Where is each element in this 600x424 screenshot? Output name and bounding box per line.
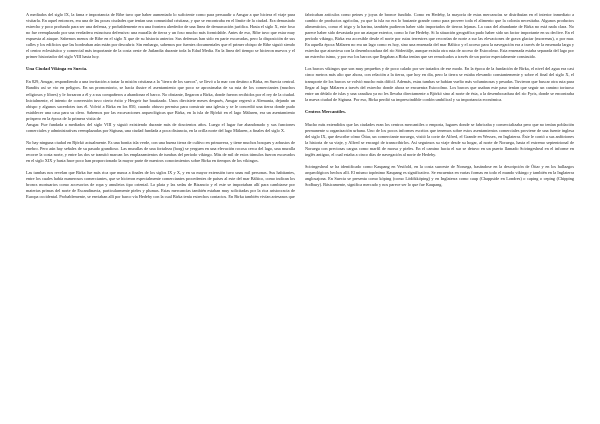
right-column xyxy=(305,12,574,418)
section-heading: Una Ciudad Vikinga en Suecia. xyxy=(26,66,88,72)
paragraph: Ansgar. Fue fundada a mediados del siglo VIII y siguió existiendo durante más de doscientos años. Luego el lugar fue abandonado y sus funciones comerciales y administrativas reemplazadas por Sigtuna, una ciudad fundada a poca distancia, en la orilla norte del lago Mälaren, a finales del siglo X. xyxy=(26,121,295,133)
paragraph: A mediados del siglo IX, la fama e importancia de Ribe tuvo que haber aumentado lo suficiente como para persuadir a Ansgar a que hiciera el viaje para visitarla. En aquel entonces, era una de las pocas ciudades que tenían una comunidad cristiana, y que se encontraba en el límite de la ciudad. Era demasiado estrecho y poco profundo para ser una defensa, y probablemente era una frontera alrededor de una línea de demarcación jurídica. Hasta el siglo X, este foso no fue reemplazado por una verdadera estructura defensiva: una muralla de tierra y un foso mucho más formidable. Antes de eso, Ribe tuvo que estar muy expuesta al ataque. Sabemos menos de Ribe en el siglo X que de su historia anterior. Sus defensas han sido en parte excavadas, pero la disposición de sus calles y los edificios que las bordeaban aún están por descubrir. Sin embargo, sabemos por fuentes documentales que el primer obispo de Ribe siguió siendo el centro eclesiástico y comercial más importante de la costa oeste de Jutlandia durante toda la Edad Media. En la línea del tiempo se hicieron nuevos y el primer historiador del siglo VIII hasta hoy. xyxy=(26,12,295,60)
paragraph: En 829, Ansgar, respondiendo a una invitación a tratar la misión cristiana a la "tierra de los suecos", se llevó a la mar con destino a Birka, en Suecia central. Bandits así se vio en peligros. En un promontorio, se hacía ilustre el asentamiento que poco se aproximaba de su ruta de los comerciantes (muchos religiosos y libres) y le forzaron a él y a sus compañeros a abandonar el barco. No obstante, llegaron a Birka, donde fueron recibidos por el rey de la ciudad. Inicialmente, el intento de conversión tuvo cierto éxito y Hergeir fue bautizado. Unos diecisiete meses después, Ansgar regresó a Alemania, dejando un obispo y algunos sacerdotes tras él. Volvió a Birka en los 850, cuando obtuvo permiso para construir una iglesia y se le concedió una tierra donde pudo establecer una casa para su clero. Sabemos por las excavaciones arqueológicas que Birka, en la isla de Björkö en el lago Mälaren, era un asentamiento próspero en la época de la primera visita de xyxy=(26,79,295,121)
paragraph: Sciringesheal se ha identificado como Kaupang en Vestfold, en la costa suroeste de Noruega, basándose en la descripción de Óttar y en los hallazgos arqueológicos hechos allí. El mismo topónimo Kaupang es significativo. Se encuentra en varias formas en todo el mundo vikingo y también en la Inglaterra anglosajona. En Suecia se presenta como köping (como Lödökköping) y en Inglaterra como caup (Chappside en Londres) o caping o ceping (Chipping Sodbury). Básicamente, significa mercado y nos parece ser lo que fue Kaupang. xyxy=(305,164,574,188)
paragraph: No hay ninguna ciudad en Björkö actualmente. Es una bonita isla verde, con una buena tierra de cultivo en primavera, y tiene muchos bosques y arbustos de enebro. Pero aún hay señales de su pasado grandioso. Las murallas de una fortaleza (borg) se yerguen en una elevación rocosa cerca del lago, una muralla recorre la costa norte, y entre las dos se transitó marcan los emplazamientos de tumbas del período vikingo. Más de mil de estos túmulos fueron excavados en el siglo XIX y hasta hace poco han proporcionado la mayor parte de nuestros conocimientos sobre Birka en tiempos de los vikingos. xyxy=(26,139,295,164)
left-column xyxy=(26,12,295,418)
paragraph: Las tumbas nos revelan que Birka fue más rica que nunca a finales de los siglos IX y X, y en su mayor extensión tuvo unas mil personas. Sus habitantes, entre los cuales había numerosos comerciantes, que se hicieron especialmente comerciantes procedentes de países al este del mar Báltico, como indican los broncs mortuarios como accesorios de ropa y amuletos tipo oriental. La plata y las sedas de Bizancio y el este se importaban allí para cambiarse por materias primas del norte de Escandinavia, particularmente pieles y plumas. Estas mercancías también estaban muy solicitadas por la rica aristocracia de Europa occidental. Probablemente, se enviaban allí por barco vía Hedeby con la cual Birka tenía estrechos contactos. En Birka también vivían artesanos que xyxy=(26,170,295,200)
paragraph: Los barcos vikingos que son muy pequeños y de poco calado por ser tratados de ese modo. En la época de la fundación de Birka, el nivel del agua era casi cinco metros más alto que ahora, con relación a la tierra, que hoy en día, pero la tierra se estaba elevando constantemente y sobre el final del siglo X, el transporte de los barcos se volvió mucho más difícil. Además, estas tumbas se habían vuelto más voluminosas y pesadas. Tuvieron que buscar otra ruta para llegar al lago Mälaren a través del estrecho donde ahora se encuentra Estocolmo. Los barcos que usaban este paso tenían que seguir un camino tortuoso entre un dédalo de islas y una canaliza ya no les llevaba directamente a Björkö sino al norte de ésta, a la desembocadura del río Fyris, donde se encontraba la nueva ciudad de Sigtuna. Por eso, Birka perdió su imprescindible cordón umbilical y su importancia económica. xyxy=(305,66,574,102)
section-heading: Centros Mercantiles. xyxy=(305,108,346,114)
paragraph: Mucho más extendidos que las ciudades eran los centros mercantiles o emporia, lugares donde se fabricaba y comercializaba pero que no tenían población permanente u organización urbana. Uno de los pocos informes escritos que tenemos sobre estos asentamientos comerciales proviene de una fuente inglesa del siglo IX, que describe cómo Óttar, un comerciante noruego, visitó la corte de Alfred, el Grande en Wessex, en Inglaterra. Éste le contó a sus anfitriones la historia de su viaje, y Alfred se encargó de transcribirlos. Así seguimos su viaje desde su hogar, al norte de Noruega, hasta el extremo septentrional de Noruega con preciosas cargas como marfil de morsa y pieles. En el camino hacia el sur se detuvo en un puerto llamado Sciringesheal en el informe en inglés antiguo, el cual estaba a cinco días de navegación al norte de Hedeby. xyxy=(305,121,574,157)
paragraph: fabricaban artículos como peines y joyas de bronce fundido. Como en Hedeby, la mayoría de estas mercancías se distribuían en el interior inmediato a cambio de productos agrícolas, ya que la isla no era lo bastante grande como para proveer toda el alimento que la colonia necesitaba. Algunos productos alimenticios, como el trigo y la harina, también pudieron haber sido importados de tierras lejanas. La caza del abundante de Birka no está nada clara. No parece haber sido devastada por un ataque exterior, como lo fue Hedeby. Si la situación geográfica pudo haber sido un factor importante en su declive. En el período vikingo, Birka era accesible desde el norte por rutas terrestres que recorrían de norte a sur las elevaciones de grava glaciar (morrenas), o por mar. En aquella época Mälaren no era un lago como es hoy, sino una ensenada del mar Báltico y el acceso para la navegación era a través de la ensenada larga y estrecha que atraviesa con la desembocadura del río Södertälje, aunque existía otra ruta de acceso de Estocolmo. Esta ensenada estaba separada del lago por un estrecho istmo, y por eso los barcos que llegaban a Birka tenían que ser remolcados a través de un portor especialmente construido. xyxy=(305,12,574,60)
